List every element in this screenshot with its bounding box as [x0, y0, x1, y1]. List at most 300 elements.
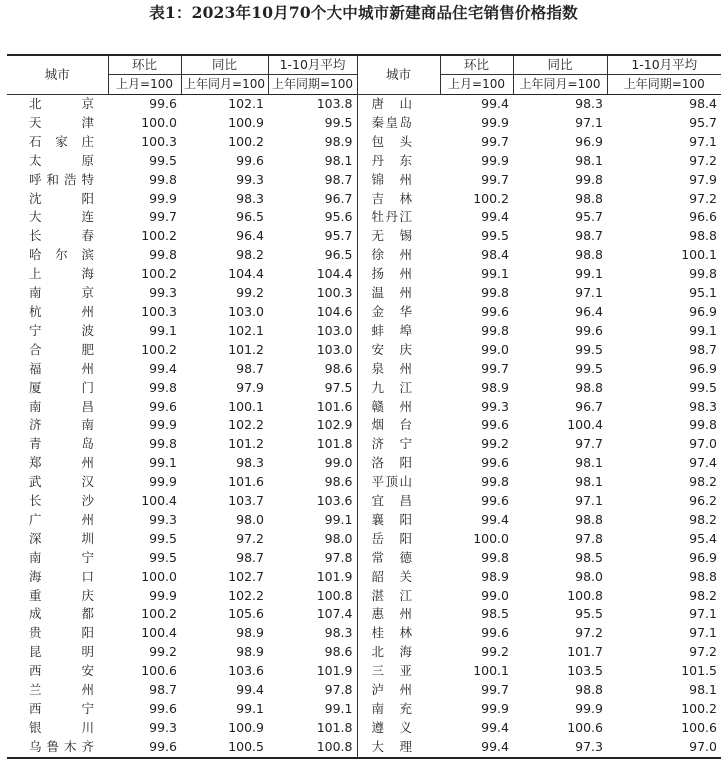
cell-yoy-left: 100.2	[228, 133, 264, 149]
cell-mom-left: 100.4	[141, 493, 177, 509]
cell-city-left: 北京	[29, 96, 94, 111]
cell-city-left: 成都	[29, 606, 94, 622]
cell-mom-right: 98.5	[481, 606, 509, 622]
cell-yoy-right: 96.7	[575, 398, 603, 414]
cell-city-right: 金华	[357, 303, 440, 322]
cell-city-right: 徐州	[357, 246, 440, 265]
header-yoy-base-right: 上年同月=100	[513, 75, 607, 95]
cell-city-right: 岳阳	[357, 530, 440, 549]
cell-mom-left: 99.8	[149, 247, 177, 263]
cell-mom-left: 99.9	[149, 587, 177, 603]
cell-mom-left: 99.3	[149, 719, 177, 735]
cell-avg-right: 98.7	[689, 341, 717, 357]
cell-avg-left: 100.8	[316, 587, 353, 603]
cell-mom-left: 100.6	[141, 663, 177, 679]
table-row	[7, 284, 721, 303]
cell-yoy-right: 100.8	[567, 587, 603, 603]
cell-mom-left: 99.6	[149, 701, 177, 716]
cell-city-left: 福州	[29, 360, 94, 376]
table-row	[7, 492, 721, 511]
cell-city-left: 厦门	[29, 379, 94, 395]
table-title: 表1：2023年10月70个大中城市新建商品住宅销售价格指数	[149, 3, 578, 22]
cell-mom-right: 99.4	[481, 719, 509, 735]
cell-avg-right: 100.2	[681, 701, 717, 716]
cell-mom-right: 99.2	[481, 436, 509, 452]
cell-city-right: 南充	[357, 700, 440, 719]
cell-mom-left: 100.0	[141, 568, 177, 584]
cell-avg-left: 100.8	[268, 738, 357, 758]
cell-yoy-left: 100.9	[228, 719, 264, 735]
cell-yoy-left: 98.0	[236, 511, 264, 527]
cell-mom-left: 99.6	[149, 398, 177, 414]
cell-avg-right: 96.6	[689, 209, 717, 225]
cell-avg-left: 98.0	[324, 530, 353, 546]
cell-mom-left: 99.8	[149, 171, 177, 187]
cell-yoy-right: 98.1	[575, 474, 603, 490]
cell-city-right: 无锡	[357, 227, 440, 246]
cell-avg-left: 101.8	[316, 719, 353, 735]
cell-yoy-right: 96.4	[575, 303, 603, 319]
table-row	[7, 190, 721, 209]
cell-mom-left: 100.2	[141, 266, 177, 282]
cell-yoy-right: 96.9	[575, 133, 603, 149]
cell-mom-right: 99.7	[481, 171, 509, 187]
cell-mom-right: 99.4	[481, 511, 509, 527]
cell-city-left: 贵阳	[29, 625, 94, 641]
cell-city-right: 丹东	[357, 152, 440, 171]
cell-avg-left: 103.8	[316, 96, 353, 111]
table-row	[7, 549, 721, 568]
cell-avg-left: 103.6	[316, 493, 353, 509]
cell-yoy-right: 97.8	[575, 530, 603, 546]
cell-city-left: 大连	[29, 209, 94, 225]
table-row	[7, 530, 721, 549]
cell-avg-left: 96.5	[324, 247, 353, 263]
cell-avg-left: 104.4	[316, 266, 353, 282]
cell-mom-left: 99.3	[149, 285, 177, 301]
cell-yoy-right: 98.8	[575, 190, 603, 206]
cell-mom-right: 100.1	[473, 663, 509, 679]
cell-city-right: 秦皇岛	[357, 114, 440, 133]
cell-yoy-right: 98.5	[575, 549, 603, 565]
cell-city-left: 石家庄	[29, 133, 94, 149]
header-mom-left: 环比	[108, 55, 181, 75]
cell-avg-right: 99.1	[689, 322, 717, 338]
cell-avg-left: 97.8	[324, 549, 353, 565]
cell-yoy-left: 100.9	[228, 114, 264, 130]
cell-city-left: 长沙	[29, 493, 94, 509]
cell-avg-right: 97.1	[689, 625, 717, 641]
cell-avg-left: 99.0	[324, 455, 353, 471]
cell-city-right: 九江	[357, 379, 440, 398]
cell-yoy-left: 97.2	[236, 530, 264, 546]
cell-avg-left: 101.9	[316, 568, 353, 584]
table-row	[7, 681, 721, 700]
cell-mom-left: 100.0	[141, 114, 177, 130]
cell-yoy-left: 98.7	[236, 360, 264, 376]
cell-mom-left: 99.5	[149, 152, 177, 168]
cell-mom-right: 99.6	[481, 493, 509, 509]
cell-avg-right: 100.6	[681, 719, 717, 735]
header-avg-base-left: 上年同期=100	[268, 75, 357, 95]
cell-mom-right: 99.9	[481, 701, 509, 716]
cell-city-right: 北海	[357, 643, 440, 662]
cell-avg-left: 103.0	[316, 322, 353, 338]
cell-city-right: 三亚	[357, 662, 440, 681]
cell-avg-right: 98.8	[689, 228, 717, 244]
cell-avg-right: 97.4	[689, 455, 717, 471]
cell-avg-left: 101.6	[316, 398, 353, 414]
cell-mom-right: 99.9	[481, 114, 509, 130]
cell-mom-left: 99.5	[149, 549, 177, 565]
cell-yoy-left: 98.3	[236, 455, 264, 471]
cell-yoy-right: 100.6	[567, 719, 603, 735]
cell-yoy-left: 105.6	[228, 606, 264, 622]
cell-yoy-right: 99.6	[575, 322, 603, 338]
cell-avg-right: 96.9	[689, 549, 717, 565]
cell-avg-right: 98.3	[689, 398, 717, 414]
cell-mom-right: 99.8	[481, 549, 509, 565]
cell-city-left: 南昌	[29, 398, 94, 414]
cell-mom-left: 100.3	[141, 133, 177, 149]
table-row	[7, 133, 721, 152]
cell-city-left: 武汉	[29, 474, 94, 490]
cell-city-right: 锦州	[357, 171, 440, 190]
cell-avg-left: 104.6	[316, 303, 353, 319]
cell-city-left: 青岛	[29, 436, 94, 452]
cell-avg-left: 102.9	[316, 417, 353, 433]
header-avg-right: 1-10月平均	[607, 55, 721, 75]
cell-mom-left: 99.5	[149, 530, 177, 546]
cell-city-left: 南宁	[29, 549, 94, 565]
cell-city-right: 常德	[357, 549, 440, 568]
cell-city-right: 平顶山	[357, 473, 440, 492]
cell-yoy-right: 97.2	[575, 625, 603, 641]
cell-city-left: 呼和浩特	[29, 171, 94, 187]
cell-mom-right: 99.4	[481, 209, 509, 225]
table-row	[7, 95, 721, 114]
cell-yoy-right: 98.0	[575, 568, 603, 584]
table-row	[7, 303, 721, 322]
cell-city-left: 西宁	[29, 701, 94, 716]
cell-avg-right: 98.2	[689, 587, 717, 603]
cell-mom-right: 99.0	[481, 341, 509, 357]
cell-city-right: 烟台	[357, 416, 440, 435]
cell-city-right: 温州	[357, 284, 440, 303]
table-row	[7, 171, 721, 190]
cell-yoy-right: 97.3	[513, 738, 607, 758]
cell-avg-left: 99.1	[324, 511, 353, 527]
cell-mom-right: 99.2	[481, 644, 509, 660]
cell-yoy-left: 103.0	[228, 303, 264, 319]
cell-city-left: 太原	[29, 152, 94, 168]
cell-avg-right: 98.2	[689, 511, 717, 527]
cell-mom-left: 99.4	[149, 360, 177, 376]
cell-city-left: 杭州	[29, 303, 94, 319]
cell-mom-right: 100.0	[473, 530, 509, 546]
cell-city-right: 唐山	[357, 95, 440, 114]
table-row	[7, 738, 721, 758]
cell-mom-left: 100.4	[141, 625, 177, 641]
cell-yoy-right: 98.8	[575, 379, 603, 395]
cell-avg-right: 101.5	[681, 663, 717, 679]
cell-yoy-left: 98.3	[236, 190, 264, 206]
cell-yoy-left: 98.9	[236, 644, 264, 660]
table-row	[7, 379, 721, 398]
table-row	[7, 587, 721, 606]
cell-yoy-right: 99.9	[575, 701, 603, 716]
table-row	[7, 416, 721, 435]
table-row	[7, 227, 721, 246]
table-row	[7, 568, 721, 587]
cell-mom-left: 99.2	[149, 644, 177, 660]
cell-avg-left: 95.7	[324, 228, 353, 244]
cell-avg-right: 95.1	[689, 285, 717, 301]
cell-city-left: 哈尔滨	[29, 247, 94, 263]
header-city-left: 城市	[7, 55, 108, 95]
table-row	[7, 265, 721, 284]
cell-mom-left: 99.8	[149, 379, 177, 395]
cell-yoy-left: 102.7	[228, 568, 264, 584]
cell-mom-right: 100.2	[473, 190, 509, 206]
cell-mom-right: 99.5	[481, 228, 509, 244]
cell-avg-right: 97.9	[689, 171, 717, 187]
cell-yoy-left: 100.1	[228, 398, 264, 414]
cell-yoy-right: 98.8	[575, 247, 603, 263]
cell-yoy-right: 99.5	[575, 341, 603, 357]
cell-mom-right: 99.7	[481, 360, 509, 376]
cell-avg-right: 96.9	[689, 360, 717, 376]
header-city-right: 城市	[357, 55, 440, 95]
cell-mom-right: 99.8	[481, 474, 509, 490]
cell-city-right: 吉林	[357, 190, 440, 209]
cell-yoy-right: 99.8	[575, 171, 603, 187]
table-row	[7, 246, 721, 265]
cell-city-right: 洛阳	[357, 454, 440, 473]
cell-city-right: 包头	[357, 133, 440, 152]
cell-mom-left: 100.2	[141, 606, 177, 622]
cell-city-right: 韶关	[357, 568, 440, 587]
cell-city-left: 深圳	[29, 530, 94, 546]
cell-city-left: 沈阳	[29, 190, 94, 206]
cell-mom-left: 100.3	[141, 303, 177, 319]
cell-yoy-right: 98.1	[575, 455, 603, 471]
cell-avg-right: 97.2	[689, 190, 717, 206]
cell-city-right: 泸州	[357, 681, 440, 700]
header-mom-base-left: 上月=100	[108, 75, 181, 95]
cell-mom-right: 99.6	[481, 303, 509, 319]
cell-city-right: 赣州	[357, 398, 440, 417]
cell-mom-right: 99.6	[481, 455, 509, 471]
cell-avg-right: 98.2	[689, 474, 717, 490]
table-row	[7, 511, 721, 530]
cell-yoy-right: 98.8	[575, 511, 603, 527]
cell-mom-left: 99.3	[149, 511, 177, 527]
table-row	[7, 643, 721, 662]
cell-city-right: 济宁	[357, 435, 440, 454]
cell-city-left: 上海	[29, 266, 94, 282]
cell-city-right: 遵义	[357, 719, 440, 738]
table-body	[7, 95, 721, 758]
cell-avg-right: 97.2	[689, 644, 717, 660]
table-row	[7, 605, 721, 624]
cell-yoy-right: 100.4	[567, 417, 603, 433]
cell-mom-right: 98.4	[481, 247, 509, 263]
table-row	[7, 398, 721, 417]
cell-city-left: 济南	[29, 417, 94, 433]
price-index-table	[7, 54, 721, 759]
cell-yoy-right: 98.7	[575, 228, 603, 244]
table-row	[7, 208, 721, 227]
cell-yoy-left: 98.9	[236, 625, 264, 641]
cell-mom-left: 99.1	[149, 322, 177, 338]
cell-avg-left: 101.8	[316, 436, 353, 452]
cell-avg-right: 99.5	[689, 379, 717, 395]
cell-city-left: 广州	[29, 511, 94, 527]
cell-yoy-right: 97.1	[575, 114, 603, 130]
table-row	[7, 662, 721, 681]
cell-avg-left: 100.3	[316, 285, 353, 301]
header-avg-left: 1-10月平均	[268, 55, 357, 75]
cell-avg-right: 96.2	[689, 493, 717, 509]
cell-avg-left: 98.6	[324, 644, 353, 660]
cell-avg-right: 99.8	[689, 266, 717, 282]
cell-city-left: 银川	[29, 719, 94, 735]
cell-yoy-right: 97.7	[575, 436, 603, 452]
cell-city-left: 合肥	[29, 341, 94, 357]
cell-mom-right: 99.1	[481, 266, 509, 282]
cell-city-right: 蚌埠	[357, 322, 440, 341]
cell-city-left: 重庆	[29, 587, 94, 603]
cell-avg-right: 98.1	[689, 682, 717, 698]
cell-yoy-left: 99.4	[236, 682, 264, 698]
cell-yoy-left: 101.2	[228, 436, 264, 452]
table-row	[7, 360, 721, 379]
cell-mom-left: 99.6	[108, 738, 181, 758]
cell-mom-left: 99.9	[149, 417, 177, 433]
header-mom-right: 环比	[440, 55, 513, 75]
cell-yoy-right: 98.3	[575, 96, 603, 111]
cell-city-right: 襄阳	[357, 511, 440, 530]
cell-city-right: 桂林	[357, 624, 440, 643]
cell-avg-left: 98.7	[324, 171, 353, 187]
cell-mom-right: 99.8	[481, 285, 509, 301]
header-mom-base-right: 上月=100	[440, 75, 513, 95]
cell-mom-left: 99.9	[149, 474, 177, 490]
cell-avg-left: 98.9	[324, 133, 353, 149]
cell-city-left: 西安	[29, 663, 94, 679]
cell-yoy-left: 102.1	[228, 96, 264, 111]
table-row	[7, 435, 721, 454]
cell-avg-left: 98.3	[324, 625, 353, 641]
header-yoy-base-left: 上年同月=100	[181, 75, 268, 95]
cell-avg-left: 95.6	[324, 209, 353, 225]
cell-mom-left: 100.2	[141, 341, 177, 357]
cell-city-left: 天津	[29, 114, 94, 130]
cell-avg-right: 100.1	[681, 247, 717, 263]
cell-yoy-right: 95.7	[575, 209, 603, 225]
cell-city-right: 湛江	[357, 587, 440, 606]
cell-city-left: 昆明	[29, 644, 94, 660]
header-yoy-right: 同比	[513, 55, 607, 75]
cell-avg-right: 97.0	[607, 738, 721, 758]
cell-avg-left: 98.6	[324, 360, 353, 376]
cell-city-right: 大理	[357, 738, 440, 758]
cell-avg-right: 98.8	[689, 568, 717, 584]
cell-mom-right: 99.7	[481, 682, 509, 698]
cell-avg-left: 99.1	[324, 701, 353, 716]
cell-avg-left: 98.6	[324, 474, 353, 490]
cell-city-right: 扬州	[357, 265, 440, 284]
cell-mom-left: 98.7	[149, 682, 177, 698]
cell-city-right: 宜昌	[357, 492, 440, 511]
cell-yoy-left: 96.5	[236, 209, 264, 225]
header-avg-base-right: 上年同期=100	[607, 75, 721, 95]
cell-mom-right: 99.6	[481, 417, 509, 433]
cell-city-left: 宁波	[29, 322, 94, 338]
cell-mom-right: 99.3	[481, 398, 509, 414]
cell-mom-right: 99.4	[481, 96, 509, 111]
cell-city-right: 牡丹江	[357, 208, 440, 227]
cell-avg-left: 97.5	[324, 379, 353, 395]
cell-mom-right: 99.0	[481, 587, 509, 603]
cell-yoy-right: 97.1	[575, 493, 603, 509]
cell-avg-right: 98.4	[689, 96, 717, 111]
cell-avg-left: 99.5	[324, 114, 353, 130]
cell-avg-right: 97.1	[689, 133, 717, 149]
table-row	[7, 473, 721, 492]
cell-avg-right: 97.2	[689, 152, 717, 168]
cell-avg-left: 98.1	[324, 152, 353, 168]
cell-mom-right: 99.8	[481, 322, 509, 338]
cell-yoy-left: 99.6	[236, 152, 264, 168]
cell-mom-right: 99.4	[440, 738, 513, 758]
cell-city-left: 乌鲁木齐	[7, 738, 108, 758]
cell-yoy-left: 100.5	[181, 738, 268, 758]
cell-avg-left: 103.0	[316, 341, 353, 357]
cell-yoy-right: 98.8	[575, 682, 603, 698]
cell-yoy-left: 102.2	[228, 587, 264, 603]
cell-yoy-left: 104.4	[228, 266, 264, 282]
cell-avg-left: 107.4	[316, 606, 353, 622]
cell-mom-left: 100.2	[141, 228, 177, 244]
cell-avg-right: 97.1	[689, 606, 717, 622]
cell-yoy-left: 96.4	[236, 228, 264, 244]
cell-city-left: 海口	[29, 568, 94, 584]
cell-yoy-left: 103.7	[228, 493, 264, 509]
cell-yoy-right: 97.1	[575, 285, 603, 301]
cell-yoy-right: 99.5	[575, 360, 603, 376]
cell-yoy-left: 103.6	[228, 663, 264, 679]
cell-city-left: 南京	[29, 285, 94, 301]
header-yoy-left: 同比	[181, 55, 268, 75]
cell-avg-right: 95.7	[689, 114, 717, 130]
cell-yoy-left: 99.1	[236, 701, 264, 716]
cell-city-left: 郑州	[29, 455, 94, 471]
cell-mom-right: 98.9	[481, 568, 509, 584]
cell-mom-left: 99.8	[149, 436, 177, 452]
cell-mom-left: 99.6	[149, 96, 177, 111]
table-row	[7, 624, 721, 643]
cell-yoy-left: 98.2	[236, 247, 264, 263]
table-row	[7, 114, 721, 133]
cell-mom-right: 99.6	[481, 625, 509, 641]
cell-yoy-left: 99.2	[236, 285, 264, 301]
cell-avg-left: 101.9	[316, 663, 353, 679]
cell-yoy-right: 98.1	[575, 152, 603, 168]
cell-yoy-right: 99.1	[575, 266, 603, 282]
cell-yoy-right: 101.7	[567, 644, 603, 660]
